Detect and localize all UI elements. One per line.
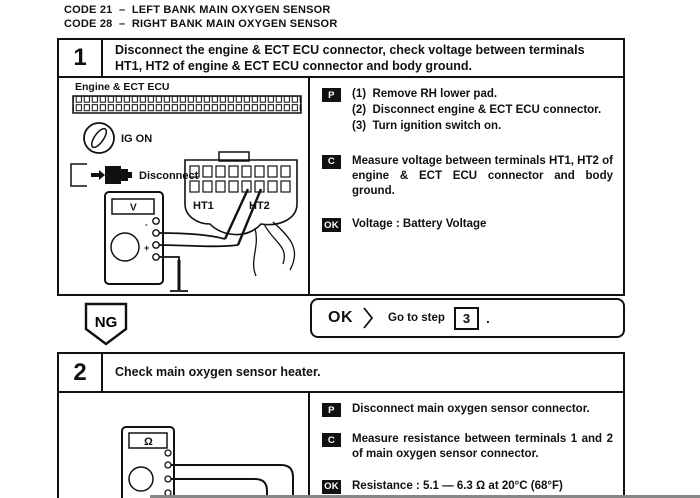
step-1-diagram xyxy=(59,78,310,294)
step-1-instructions xyxy=(310,78,623,294)
step-1-header xyxy=(59,40,623,78)
step-2-header xyxy=(59,354,623,393)
ok-result-label: OK xyxy=(328,309,353,326)
goto-step-number: 3 xyxy=(454,307,479,330)
meter-mode-ohm: Ω xyxy=(144,436,153,448)
multimeter-ohm xyxy=(122,427,174,498)
step-1-number: 1 xyxy=(59,40,103,76)
meter-mode-voltage: V xyxy=(130,202,137,214)
svg-text:+: + xyxy=(144,243,150,253)
prepare-badge: P xyxy=(322,403,341,417)
step-2-instructions xyxy=(310,393,623,498)
svg-text:-: - xyxy=(145,220,148,229)
check-badge: C xyxy=(322,155,341,169)
terminal-ht2-label: HT2 xyxy=(249,200,270,212)
ig-on-label: IG ON xyxy=(121,133,153,145)
step-1-body xyxy=(59,78,623,294)
instruction-ok-spec xyxy=(322,217,613,232)
step-1-title: Disconnect the engine & ECT ECU connector, check voltage between terminals HT1, HT2 of engine & ECT ECU connector and body ground. xyxy=(115,42,585,73)
code-21-line: CODE 21 – LEFT BANK MAIN OXYGEN SENSOR xyxy=(64,4,331,16)
step-1-illustration xyxy=(59,78,308,294)
step-2-illustration xyxy=(59,393,308,498)
goto-suffix: . xyxy=(486,310,490,326)
prepare-steps: (1) Remove RH lower pad. (2) Disconnect engine & ECT ECU connector. (3) Turn ignition switch on. xyxy=(352,88,602,132)
goto-text: Go to step xyxy=(388,312,445,324)
instruction-check xyxy=(322,154,613,200)
ignition-key-icon xyxy=(84,123,114,153)
code-28-line: CODE 28 – RIGHT BANK MAIN OXYGEN SENSOR xyxy=(64,18,338,30)
disconnect-label: Disconnect xyxy=(139,170,199,182)
ok-spec-text: Resistance : 5.1 — 6.3 Ω at 20°C (68°F) xyxy=(352,479,563,492)
ok-result-bar xyxy=(310,298,625,338)
instruction-prepare xyxy=(322,402,613,417)
test-leads xyxy=(159,189,261,246)
ng-pentagon-icon xyxy=(83,302,129,348)
step-2-body xyxy=(59,393,623,498)
step-2-diagram xyxy=(59,393,310,498)
instruction-prepare xyxy=(322,87,613,135)
ok-badge: OK xyxy=(322,218,341,232)
diagnostic-codes-header xyxy=(64,3,337,31)
step-2-number: 2 xyxy=(59,354,103,391)
ng-branch-marker xyxy=(83,302,129,348)
ok-spec-text: Voltage : Battery Voltage xyxy=(352,218,487,231)
chevron-right-icon xyxy=(363,307,374,329)
step-2-box xyxy=(57,352,625,498)
ecu-connector-housing xyxy=(185,152,297,276)
ecu-connector-strip xyxy=(73,96,301,113)
multimeter xyxy=(105,192,163,284)
check-badge: C xyxy=(322,433,341,447)
step-2-title: Check main oxygen sensor heater. xyxy=(115,365,321,380)
ng-label: NG xyxy=(94,314,118,331)
check-text: Measure resistance between terminals 1 and 2 of main oxygen sensor connector. xyxy=(352,433,613,461)
test-leads xyxy=(171,465,293,498)
step-1-box xyxy=(57,38,625,296)
prepare-badge: P xyxy=(322,88,341,102)
ecu-label: Engine & ECT ECU xyxy=(75,81,170,93)
prepare-text: Disconnect main oxygen sensor connector. xyxy=(352,403,590,415)
instruction-check xyxy=(322,432,613,462)
connector-pins xyxy=(190,166,290,192)
terminal-ht1-label: HT1 xyxy=(193,200,214,212)
disconnect-icon xyxy=(71,164,132,186)
check-text: Measure voltage between terminals HT1, HT2 of engine & ECT ECU connector and body ground. xyxy=(352,154,613,197)
instruction-ok-spec xyxy=(322,479,613,494)
ok-badge: OK xyxy=(322,480,341,494)
